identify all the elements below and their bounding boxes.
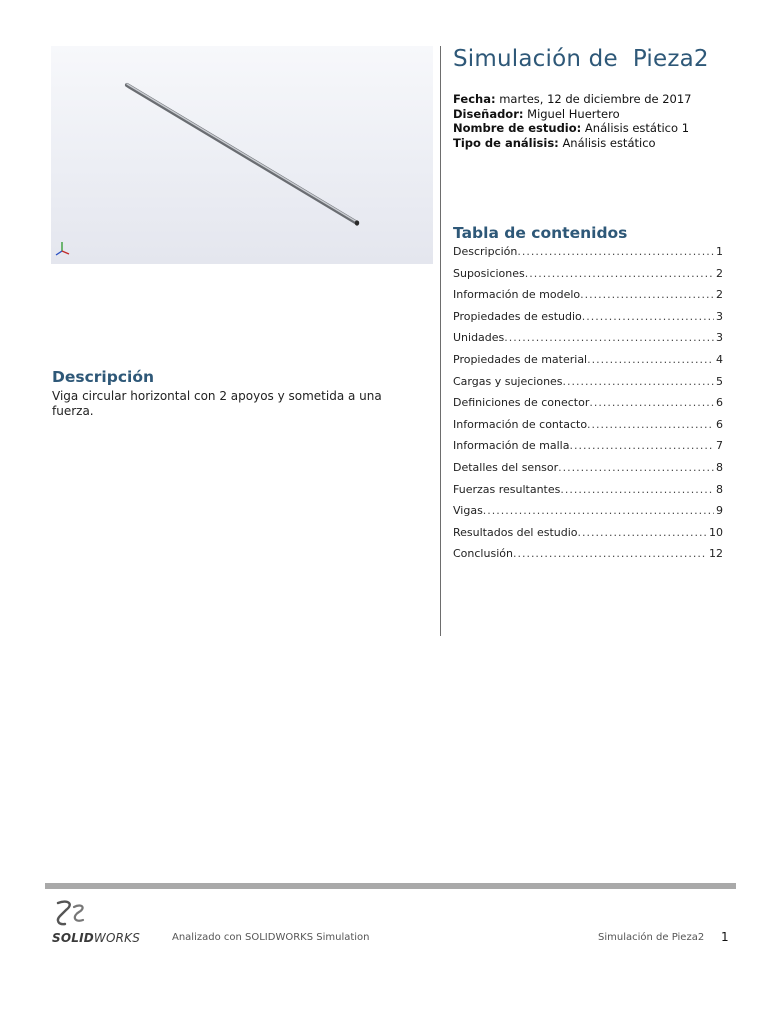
toc-item[interactable]: Información de modelo ..... 2 bbox=[453, 288, 723, 310]
report-meta bbox=[453, 92, 692, 150]
footer-page-number: 1 bbox=[721, 930, 729, 944]
toc-item[interactable]: Información de malla ..... 7 bbox=[453, 439, 723, 461]
toc-item[interactable]: Cargas y sujeciones ..... 5 bbox=[453, 375, 723, 397]
brand-wordmark: SOLIDWORKS bbox=[52, 931, 141, 945]
description-text: Viga circular horizontal con 2 apoyos y sometida a una fuerza. bbox=[52, 389, 382, 418]
meta-date: Fecha: martes, 12 de diciembre de 2017 bbox=[453, 92, 692, 106]
toc-item[interactable]: Propiedades de estudio ..... 3 bbox=[453, 310, 723, 332]
table-of-contents bbox=[453, 245, 723, 569]
toc-item[interactable]: Propiedades de material ..... 4 bbox=[453, 353, 723, 375]
toc-item[interactable]: Conclusión ..... 12 bbox=[453, 547, 723, 569]
footer-document-name: Simulación de Pieza2 bbox=[598, 932, 705, 943]
model-preview-image bbox=[51, 46, 433, 264]
description-heading: Descripción bbox=[52, 368, 155, 386]
ds-logo-icon bbox=[52, 898, 92, 932]
footer-analyzed-with: Analizado con SOLIDWORKS Simulation bbox=[172, 932, 370, 943]
page-title: Simulación de Pieza2 bbox=[453, 46, 709, 72]
toc-item[interactable]: Definiciones de conector ..... 6 bbox=[453, 396, 723, 418]
solidworks-logo bbox=[52, 898, 156, 946]
meta-analysis-type: Tipo de análisis: Análisis estático bbox=[453, 135, 656, 150]
toc-item[interactable]: Unidades ..... 3 bbox=[453, 331, 723, 353]
meta-designer: Diseñador: Miguel Huertero bbox=[453, 106, 620, 121]
toc-item[interactable]: Vigas ..... 9 bbox=[453, 504, 723, 526]
toc-item[interactable]: Información de contacto ..... 6 bbox=[453, 418, 723, 440]
beam-model-render bbox=[51, 46, 433, 264]
footer-rule bbox=[45, 883, 736, 889]
meta-study-name: Nombre de estudio: Análisis estático 1 bbox=[453, 121, 690, 135]
toc-item[interactable]: Fuerzas resultantes ..... 8 bbox=[453, 483, 723, 505]
toc-item[interactable]: Detalles del sensor ..... 8 bbox=[453, 461, 723, 483]
column-divider bbox=[440, 46, 441, 636]
toc-item[interactable]: Descripción ..... 1 bbox=[453, 245, 723, 267]
toc-item[interactable]: Suposiciones ..... 2 bbox=[453, 267, 723, 289]
toc-item[interactable]: Resultados del estudio ..... 10 bbox=[453, 526, 723, 548]
toc-heading: Tabla de contenidos bbox=[453, 224, 628, 242]
axis-triad-icon bbox=[56, 242, 69, 255]
